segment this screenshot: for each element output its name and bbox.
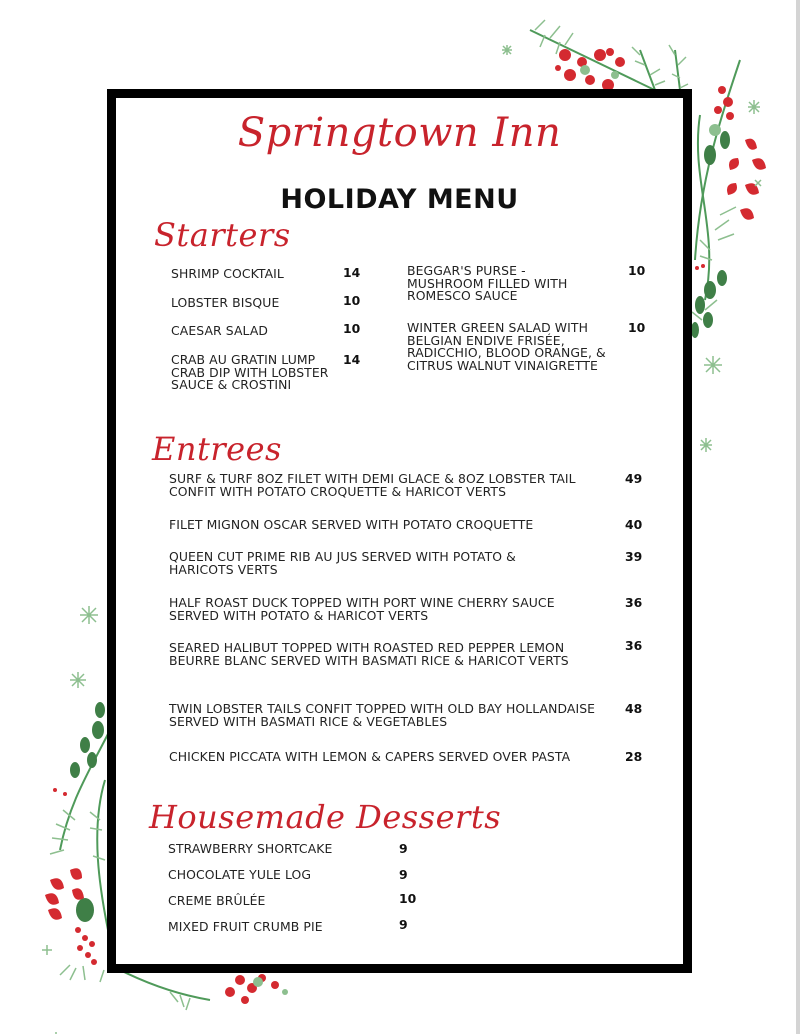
- menu-item: STRAWBERRY SHORTCAKE: [168, 841, 333, 856]
- menu-item: QUEEN CUT PRIME RIB AU JUS SERVED WITH POTATO & HARICOTS VERTS: [169, 549, 516, 577]
- section-title-desserts: Housemade Desserts: [149, 798, 502, 836]
- menu-item: WINTER GREEN SALAD WITH BELGIAN ENDIVE FRISÉE, RADICCHIO, BLOOD ORANGE, & CITRUS WALNUT VINAIGRETTE: [407, 320, 606, 373]
- menu-item-price: 10: [343, 321, 361, 336]
- menu-item-price: 14: [343, 352, 361, 367]
- menu-item-price: 9: [399, 917, 408, 932]
- menu-item-price: 10: [628, 320, 646, 335]
- menu-item: CAESAR SALAD: [171, 323, 269, 338]
- menu-item-price: 48: [625, 701, 643, 716]
- menu-item-price: 36: [625, 638, 643, 653]
- menu-frame: [107, 89, 692, 973]
- menu-item: FILET MIGNON OSCAR SERVED WITH POTATO CROQUETTE: [169, 517, 534, 532]
- menu-item-price: 10: [628, 263, 646, 278]
- menu-item: HALF ROAST DUCK TOPPED WITH PORT WINE CHERRY SAUCE SERVED WITH POTATO & HARICOT VERTS: [169, 595, 555, 623]
- section-title-starters: Starters: [154, 216, 291, 254]
- menu-item-price: 49: [625, 471, 643, 486]
- menu-item: CHOCOLATE YULE LOG: [168, 867, 312, 882]
- menu-item-price: 36: [625, 595, 643, 610]
- menu-item: SURF & TURF 8OZ FILET WITH DEMI GLACE & 8OZ LOBSTER TAIL CONFIT WITH POTATO CROQUETTE & HARICOT VERTS: [169, 471, 576, 499]
- menu-item-price: 39: [625, 549, 643, 564]
- menu-item: SHRIMP COCKTAIL: [171, 266, 284, 281]
- menu-item-price: 28: [625, 749, 643, 764]
- page-edge: [796, 0, 800, 1034]
- menu-item-price: 10: [399, 891, 417, 906]
- menu-item: CRAB AU GRATIN LUMP CRAB DIP WITH LOBSTER SAUCE & CROSTINI: [171, 352, 329, 392]
- menu-item: BEGGAR'S PURSE - MUSHROOM FILLED WITH ROMESCO SAUCE: [407, 263, 568, 303]
- menu-item-price: 14: [343, 265, 361, 280]
- menu-item: CHICKEN PICCATA WITH LEMON & CAPERS SERVED OVER PASTA: [169, 749, 571, 764]
- menu-item: SEARED HALIBUT TOPPED WITH ROASTED RED PEPPER LEMON BEURRE BLANC SERVED WITH BASMATI RICE & HARICOT VERTS: [169, 640, 569, 668]
- menu-item: MIXED FRUIT CRUMB PIE: [168, 919, 323, 934]
- menu-item-price: 9: [399, 867, 408, 882]
- restaurant-name: Springtown Inn: [237, 110, 562, 156]
- menu-item: CREME BRÛLÉE: [168, 893, 266, 908]
- menu-item: TWIN LOBSTER TAILS CONFIT TOPPED WITH OLD BAY HOLLANDAISE SERVED WITH BASMATI RICE & VEGETABLES: [169, 701, 596, 729]
- menu-title: HOLIDAY MENU: [280, 184, 519, 215]
- menu-item-price: 9: [399, 841, 408, 856]
- menu-item: LOBSTER BISQUE: [171, 295, 280, 310]
- menu-item-price: 10: [343, 293, 361, 308]
- section-title-entrees: Entrees: [152, 430, 282, 468]
- menu-item-price: 40: [625, 517, 643, 532]
